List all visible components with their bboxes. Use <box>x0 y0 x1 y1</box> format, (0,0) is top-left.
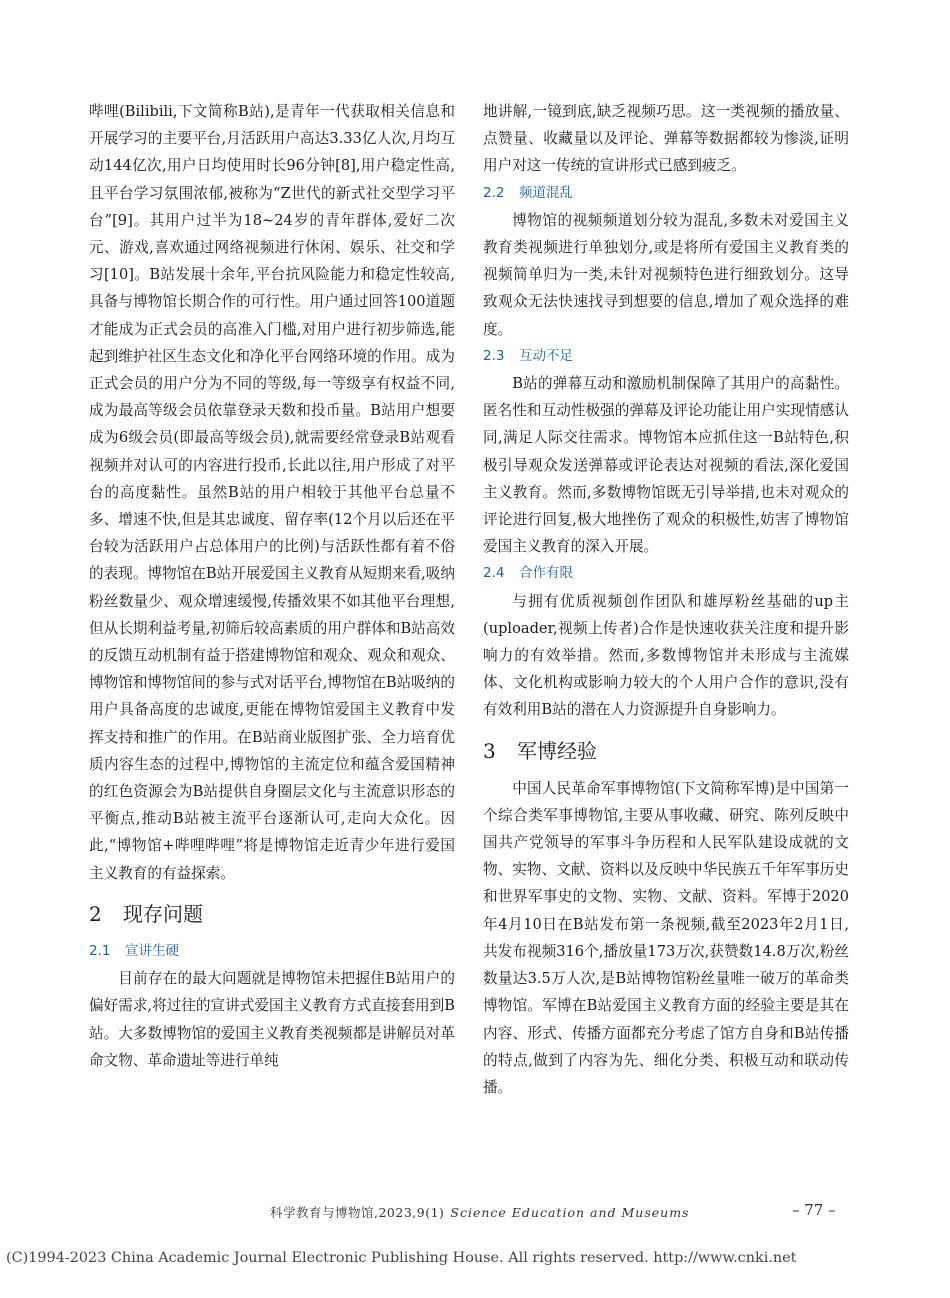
journal-name-en: Science Education and Museums <box>450 1205 690 1220</box>
subsection-title: 互动不足 <box>519 347 573 364</box>
left-column <box>89 98 455 1074</box>
body-paragraph: 地讲解,一镜到底,缺乏视频巧思。这一类视频的播放量、点赞量、收藏量以及评论、弹幕等数据都较为惨淡,证明用户对这一传统的宣讲形式已感到疲乏。 <box>483 103 849 175</box>
subsection-title: 频道混乱 <box>519 184 573 201</box>
subsection-heading-2-3 <box>483 343 849 370</box>
body-paragraph: 目前存在的最大问题就是博物馆未把握住B站用户的偏好需求,将过往的宣讲式爱国主义教育方式直接套用到B站。大多数博物馆的爱国主义教育类视频都是讲解员对革命文物、革命遗址等进行单纯 <box>89 970 455 1069</box>
section-title: 现存问题 <box>123 901 203 926</box>
subsection-number: 2.1 <box>89 942 111 959</box>
subsection-number: 2.4 <box>483 565 505 582</box>
section-number: 2 <box>89 901 102 926</box>
body-paragraph: B站的弹幕互动和激励机制保障了其用户的高黏性。匿名性和互动性极强的弹幕及评论功能让用户实现情感认同,满足人际交往需求。博物馆本应抓住这一B站特色,积极引导观众发送弹幕或评论表达对视频的看法,深化爱国主义教育。然而,多数博物馆既无引导举措,也未对观众的评论进行回复,极大地挫伤了观众的积极性,妨害了博物馆爱国主义教育的深入开展。 <box>483 375 849 556</box>
subsection-heading-2-4 <box>483 560 849 587</box>
body-paragraph: 博物馆的视频频道划分较为混乱,多数未对爱国主义教育类视频进行单独划分,或是将所有爱国主义教育类的视频简单归为一类,未针对视频特色进行细致划分。这导致观众无法快速找寻到想要的信息,增加了观众选择的难度。 <box>483 211 849 338</box>
subsection-title: 宣讲生硬 <box>125 942 179 959</box>
journal-citation <box>270 1203 689 1221</box>
subsection-heading-2-2 <box>483 180 849 207</box>
subsection-number: 2.2 <box>483 184 505 201</box>
body-paragraph: 哔哩(Bilibili,下文简称B站),是青年一代获取相关信息和开展学习的主要平台,月活跃用户高达3.33亿人次,月均互动144亿次,用户日均使用时长96分钟[8],用户稳定性高,且平台学习氛围浓郁,被称为“Z世代的新式社交型学习平台”[9]。其用户过半为18~24岁的青年群体,爱好二次元、游戏,喜欢通过网络视频进行休闲、娱乐、社交和学习[10]。B站发展十余年,平台抗风险能力和稳定性较高,具备与博物馆长期合作的可行性。用户通过回答100道题才能成为正式会员的高准入门槛,对用户进行初步筛选,能起到维护社区生态文化和净化平台网络环境的作用。成为正式会员的用户分为不同的等级,每一等级享有权益不同,成为最高等级会员依靠登录天数和投币量。B站用户想要成为6级会员(即最高等级会员),就需要经常登录B站观看视频并对认可的内容进行投币,长此以往,用户形成了对平台的高度黏性。虽然B站的用户相较于其他平台总量不多、增速不快,但是其忠诚度、留存率(12个月以后还在平台较为活跃用户占总体用户的比例)与活跃性都有着不俗的表现。博物馆在B站开展爱国主义教育从短期来看,吸纳粉丝数量少、观众增速缓慢,传播效果不如其他平台理想,但从长期利益考量,初筛后较高素质的用户群体和B站高效的反馈互动机制有益于搭建博物馆和观众、观众和观众、博物馆和博物馆间的参与式对话平台,博物馆在B站吸纳的用户具备高度的忠诚度,更能在博物馆爱国主义教育中发挥支持和推广的作用。在B站商业版图扩张、全力培育优质内容生态的过程中,博物馆的主流定位和蕴含爱国精神的红色资源会为B站提供自身圈层文化与主流意识形态的平衡点,推动B站被主流平台逐渐认可,走向大众化。因此,“博物馆+哔哩哔哩”将是博物馆走近青少年进行爱国主义教育的有益探索。 <box>89 103 455 882</box>
body-paragraph: 中国人民革命军事博物馆(下文简称军博)是中国第一个综合类军事博物馆,主要从事收藏、研究、陈列反映中国共产党领导的军事斗争历程和人民军队建设成就的文物、实物、文献、资料以及反映中华民族五千年军事历史和世界军事史的文物、实物、文献、资料。军博于2020年4月10日在B站发布第一条视频,截至2023年2月1日,共发布视频316个,播放量173万次,获赞数14.8万次,粉丝数量达3.5万人次,是B站博物馆粉丝量唯一破万的革命类博物馆。军博在B站爱国主义教育方面的经验主要是其在内容、形式、传播方面都充分考虑了馆方自身和B站传播的特点,做到了内容为先、细化分类、积极互动和联动传播。 <box>483 779 849 1096</box>
section-number: 3 <box>483 738 496 763</box>
subsection-title: 合作有限 <box>519 565 573 582</box>
section-title: 军博经验 <box>517 738 597 763</box>
copyright-notice: (C)1994-2023 China Academic Journal Electronic Publishing House. All rights reserved. http://www.cnki.net <box>6 1250 797 1266</box>
journal-name-cn: 科学教育与博物馆,2023,9(1) <box>270 1205 445 1220</box>
body-paragraph: 与拥有优质视频创作团队和雄厚粉丝基础的up主(uploader,视频上传者)合作是快速收获关注度和提升影响力的有效举措。然而,多数博物馆并未形成与主流媒体、文化机构或影响力较大的个人用户合作的意识,没有有效利用B站的潜在人力资源提升自身影响力。 <box>483 592 849 719</box>
subsection-heading-2-1 <box>89 938 455 965</box>
right-column <box>483 98 849 1101</box>
section-heading-3 <box>483 738 849 764</box>
subsection-number: 2.3 <box>483 347 505 364</box>
page-number: – 77 – <box>792 1201 836 1219</box>
section-heading-2 <box>89 901 455 927</box>
page-footer <box>0 1199 950 1223</box>
